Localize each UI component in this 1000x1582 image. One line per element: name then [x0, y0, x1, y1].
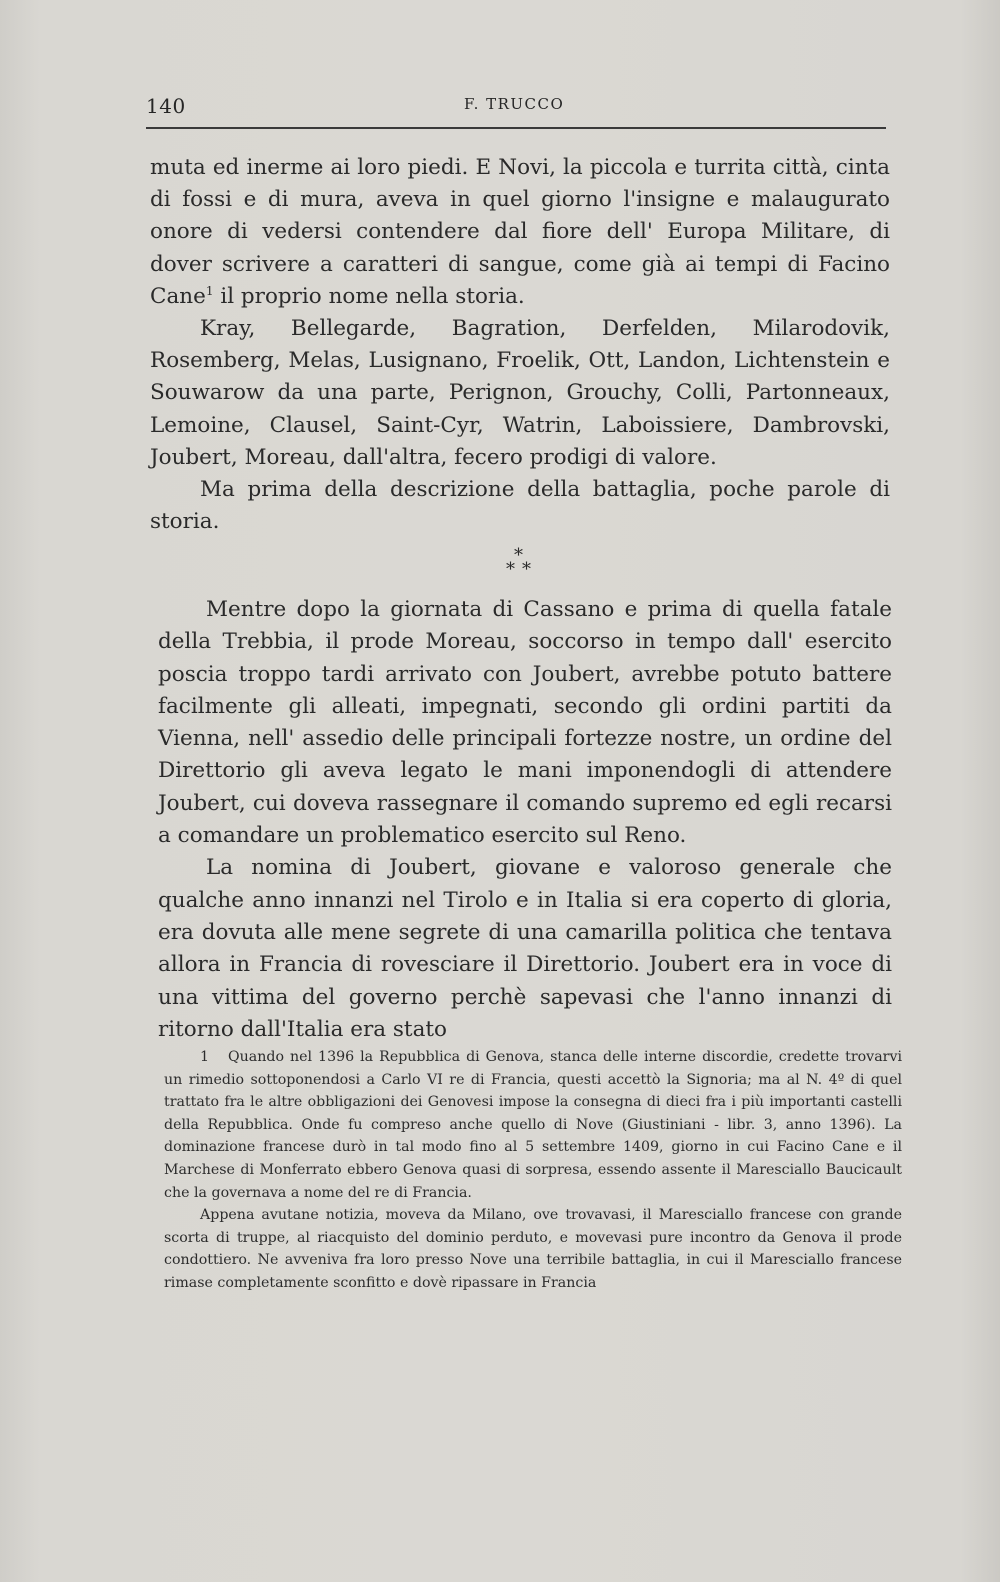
body-text-continued	[158, 594, 892, 1046]
page-number: 140	[146, 94, 186, 118]
asterism-star-right: *	[522, 559, 531, 580]
body-text	[150, 152, 890, 538]
paragraph-5: La nomina di Joubert, giovane e valoroso generale che qualche anno innanzi nel Tirolo e in Italia si era coperto di gloria, era dovuta alle mene segrete di una camarilla politica che tentava allora in Francia di rovesciare il Direttorio. Joubert era in voce di una vittima del governo perchè sapevasi che l'anno innanzi di ritorno dall'Italia era stato	[158, 855, 892, 1042]
paragraph-3: Ma prima della descrizione della battaglia, poche parole di storia.	[150, 477, 890, 535]
footnotes	[164, 1046, 902, 1295]
footnote-1-continued: Appena avutane notizia, moveva da Milano, ove trovavasi, il Maresciallo francese con grande scorta di truppe, al riacquisto del dominio perduto, e movevasi pure incontro da Genova il prode condottiero. Ne avveniva fra loro presso Nove una terribile battaglia, in cui il Maresciallo francese rimase completamente sconfitto e dovè ripassare in Francia	[164, 1207, 902, 1291]
paragraph-1	[150, 152, 890, 313]
footnote-1	[164, 1046, 902, 1204]
paragraph-4: Mentre dopo la giornata di Cassano e prima di quella fatale della Trebbia, il prode Moreau, soccorso in tempo dall' esercito poscia troppo tardi arrivato con Joubert, avrebbe potuto battere facilmente gli alleati, impegnati, secondo gli ordini partiti da Vienna, nell' assedio delle principali fortezze nostre, un ordine del Direttorio gli aveva legato le mani imponendogli di attendere Joubert, cui doveva rassegnare il comando supremo ed egli recarsi a comandare un problematico esercito sul Reno.	[158, 597, 892, 849]
header-rule	[146, 127, 886, 129]
asterism	[500, 547, 540, 581]
running-head: F. TRUCCO	[464, 95, 565, 113]
footnote-1-marker: 1	[200, 1049, 210, 1065]
page-header	[146, 94, 886, 120]
paragraph-1-end: il proprio nome nella storia.	[213, 283, 525, 309]
asterism-star-top: *	[514, 545, 523, 566]
paragraph-2: Kray, Bellegarde, Bagration, Derfelden, Milarodovik, Rosemberg, Melas, Lusignano, Froelik, Ott, Landon, Lichtenstein e Souwarow da una parte, Perignon, Grouchy, Colli, Partonneaux, Lemoine, Clausel, Saint-Cyr, Watrin, Laboissiere, Dambrovski, Joubert, Moreau, dall'altra, fecero prodigi di valore.	[150, 316, 890, 470]
footnote-1-text: Quando nel 1396 la Repubblica di Genova, stanca delle interne discordie, credette trovarvi un rimedio sottoponendosi a Carlo VI re di Francia, questi accettò la Signoria; ma al N. 4º di quel trattato fra le altre obbligazioni dei Genovesi impose la consegna di dieci fra i più importanti castelli della Repubblica. Onde fu compreso anche quello di Nove (Giustiniani - libr. 3, anno 1396). La dominazione francese durò in tal modo fino al 5 settembre 1409, giorno in cui Facino Cane e il Marchese di Monferrato ebbero Genova quasi di sorpresa, essendo assente il Maresciallo Baucicault che la governava a nome del re di Francia.	[164, 1049, 902, 1201]
footnote-ref-1: 1	[205, 283, 214, 298]
asterism-star-left: *	[506, 559, 515, 580]
paragraph-1-text: muta ed inerme ai loro piedi. E Novi, la piccola e turrita città, cinta di fossi e di mura, aveva in quel giorno l'insigne e malaugurato onore di vedersi contendere dal fiore dell' Europa Militare, di dover scrivere a caratteri di sangue, come già ai tempi di Facino Cane	[150, 155, 890, 309]
